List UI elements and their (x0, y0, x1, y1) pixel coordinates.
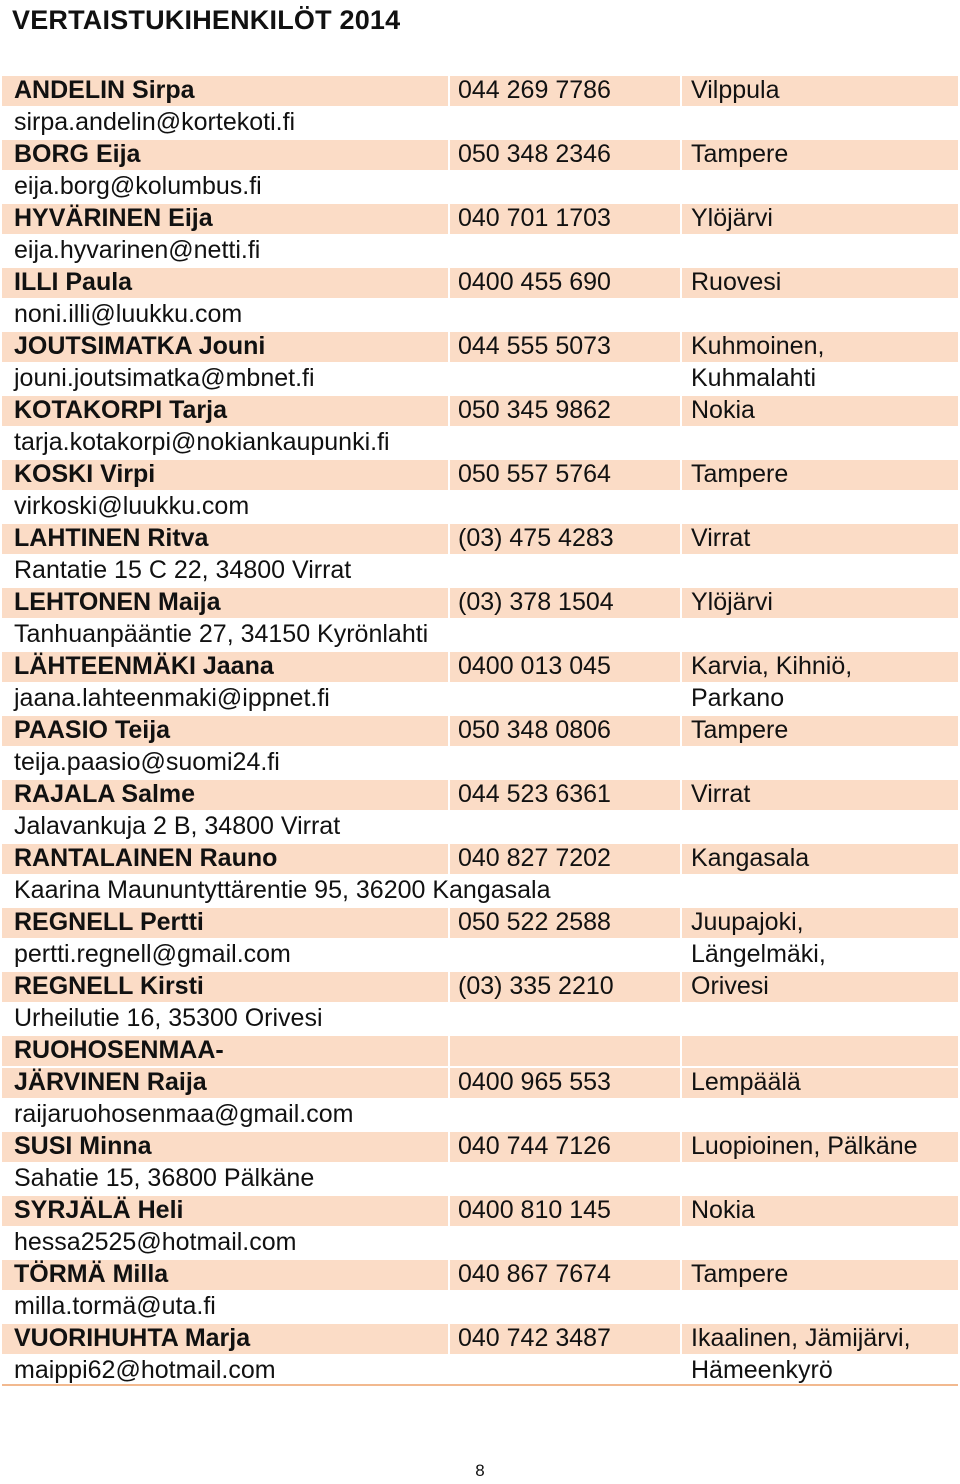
phone-number: 044 269 7786 (458, 76, 611, 104)
person-row (2, 1130, 958, 1162)
detail-row (2, 362, 958, 394)
column-divider (448, 140, 450, 170)
contact-detail: Jalavankuja 2 B, 34800 Virrat (14, 812, 341, 840)
column-divider (680, 1068, 682, 1098)
column-divider (680, 460, 682, 490)
contact-detail: maippi62@hotmail.com (14, 1356, 276, 1384)
phone-number: 050 522 2588 (458, 908, 611, 936)
column-divider (680, 1132, 682, 1162)
contact-detail: Kaarina Maununtyttärentie 95, 36200 Kangasala (14, 876, 551, 904)
contact-detail: Urheilutie 16, 35300 Orivesi (14, 1004, 323, 1032)
contact-detail: virkoski@luukku.com (14, 492, 250, 520)
contact-detail: raijaruohosenmaa@gmail.com (14, 1100, 354, 1128)
phone-number: 0400 455 690 (458, 268, 611, 296)
contact-detail: jaana.lahteenmaki@ippnet.fi (14, 684, 330, 712)
person-row (2, 842, 958, 874)
column-divider (680, 1324, 682, 1354)
phone-number: 040 827 7202 (458, 844, 611, 872)
column-divider (680, 588, 682, 618)
detail-row (2, 1290, 958, 1322)
column-divider (680, 332, 682, 362)
column-divider (448, 332, 450, 362)
column-divider (680, 844, 682, 874)
person-name: PAASIO Teija (14, 716, 171, 744)
location: Karvia, Kihniö, (691, 652, 853, 680)
phone-number: (03) 335 2210 (458, 972, 614, 1000)
detail-row (2, 1354, 958, 1386)
location: Juupajoki, (691, 908, 804, 936)
person-name: TÖRMÄ Milla (14, 1260, 169, 1288)
person-name: RANTALAINEN Rauno (14, 844, 278, 872)
person-row (2, 1066, 958, 1098)
column-divider (448, 1068, 450, 1098)
page-number: 8 (475, 1461, 485, 1480)
location: Nokia (691, 1196, 755, 1224)
contact-detail: noni.illi@luukku.com (14, 300, 243, 328)
person-name: VUORIHUHTA Marja (14, 1324, 251, 1352)
contact-detail: milla.tormä@uta.fi (14, 1292, 216, 1320)
phone-number: 040 701 1703 (458, 204, 611, 232)
location: Tampere (691, 716, 789, 744)
person-name: LAHTINEN Ritva (14, 524, 209, 552)
person-row (2, 906, 958, 938)
phone-number: 0400 965 553 (458, 1068, 611, 1096)
column-divider (680, 716, 682, 746)
person-name: LEHTONEN Maija (14, 588, 221, 616)
phone-number: 050 348 0806 (458, 716, 611, 744)
person-row (2, 714, 958, 746)
person-name: REGNELL Pertti (14, 908, 204, 936)
column-divider (680, 1196, 682, 1226)
location: Tampere (691, 140, 789, 168)
column-divider (680, 1036, 682, 1066)
location: Vilppula (691, 76, 780, 104)
column-divider (680, 972, 682, 1002)
person-row (2, 586, 958, 618)
column-divider (448, 908, 450, 938)
column-divider (448, 972, 450, 1002)
location: Kuhmoinen, (691, 332, 825, 360)
detail-row (2, 746, 958, 778)
table-bottom-rule (2, 1384, 958, 1386)
column-divider (448, 1260, 450, 1290)
column-divider (680, 268, 682, 298)
column-divider (448, 844, 450, 874)
column-divider (448, 76, 450, 106)
column-divider (680, 524, 682, 554)
location: Tampere (691, 460, 789, 488)
detail-row (2, 938, 958, 970)
column-divider (448, 652, 450, 682)
person-name: SUSI Minna (14, 1132, 152, 1160)
phone-number: (03) 378 1504 (458, 588, 614, 616)
location: Hämeenkyrö (691, 1356, 833, 1384)
column-divider (680, 780, 682, 810)
detail-row (2, 1162, 958, 1194)
phone-number: 040 742 3487 (458, 1324, 611, 1352)
detail-row (2, 234, 958, 266)
person-name: REGNELL Kirsti (14, 972, 204, 1000)
detail-row (2, 426, 958, 458)
location: Nokia (691, 396, 755, 424)
person-row (2, 1194, 958, 1226)
contact-detail: jouni.joutsimatka@mbnet.fi (14, 364, 315, 392)
location: Längelmäki, (691, 940, 826, 968)
phone-number: 040 744 7126 (458, 1132, 611, 1160)
column-divider (448, 204, 450, 234)
detail-row (2, 554, 958, 586)
location: Ylöjärvi (691, 204, 773, 232)
person-name: ILLI Paula (14, 268, 133, 296)
person-name: KOTAKORPI Tarja (14, 396, 227, 424)
location: Ylöjärvi (691, 588, 773, 616)
person-row (2, 202, 958, 234)
person-row (2, 1258, 958, 1290)
location: Virrat (691, 524, 751, 552)
person-name: BORG Eija (14, 140, 141, 168)
contact-detail: eija.hyvarinen@netti.fi (14, 236, 261, 264)
phone-number: 050 557 5764 (458, 460, 611, 488)
contact-detail: Tanhuanpääntie 27, 34150 Kyrönlahti (14, 620, 429, 648)
phone-number: 050 345 9862 (458, 396, 611, 424)
location: Tampere (691, 1260, 789, 1288)
detail-row (2, 1002, 958, 1034)
person-name: JOUTSIMATKA Jouni (14, 332, 266, 360)
contact-detail: teija.paasio@suomi24.fi (14, 748, 280, 776)
phone-number: 044 523 6361 (458, 780, 611, 808)
phone-number: 0400 810 145 (458, 1196, 611, 1224)
person-row (2, 458, 958, 490)
location: Virrat (691, 780, 751, 808)
location: Ruovesi (691, 268, 782, 296)
detail-row (2, 106, 958, 138)
phone-number: 040 867 7674 (458, 1260, 611, 1288)
person-row (2, 1322, 958, 1354)
person-name: HYVÄRINEN Eija (14, 204, 213, 232)
contact-detail: tarja.kotakorpi@nokiankaupunki.fi (14, 428, 390, 456)
column-divider (448, 716, 450, 746)
person-row (2, 266, 958, 298)
location: Kuhmalahti (691, 364, 817, 392)
location: Orivesi (691, 972, 769, 1000)
location: Parkano (691, 684, 785, 712)
detail-row (2, 618, 958, 650)
contact-detail: eija.borg@kolumbus.fi (14, 172, 262, 200)
person-name: RAJALA Salme (14, 780, 196, 808)
person-row (2, 138, 958, 170)
column-divider (448, 396, 450, 426)
column-divider (448, 588, 450, 618)
page-title: VERTAISTUKIHENKILÖT 2014 (12, 5, 401, 35)
detail-row (2, 490, 958, 522)
column-divider (680, 140, 682, 170)
person-row (2, 650, 958, 682)
location: Kangasala (691, 844, 810, 872)
contact-detail: pertti.regnell@gmail.com (14, 940, 291, 968)
person-name: RUOHOSENMAA- (14, 1036, 224, 1064)
column-divider (680, 652, 682, 682)
contact-detail: Rantatie 15 C 22, 34800 Virrat (14, 556, 352, 584)
person-row (2, 330, 958, 362)
person-row (2, 74, 958, 106)
column-divider (448, 1196, 450, 1226)
location: Lempäälä (691, 1068, 801, 1096)
location: Ikaalinen, Jämijärvi, (691, 1324, 911, 1352)
detail-row (2, 1226, 958, 1258)
column-divider (680, 908, 682, 938)
detail-row (2, 298, 958, 330)
person-row (2, 1034, 958, 1066)
person-row (2, 778, 958, 810)
column-divider (680, 1260, 682, 1290)
detail-row (2, 170, 958, 202)
column-divider (448, 268, 450, 298)
column-divider (448, 1132, 450, 1162)
column-divider (448, 524, 450, 554)
person-name: ANDELIN Sirpa (14, 76, 195, 104)
person-name: SYRJÄLÄ Heli (14, 1196, 184, 1224)
person-name: JÄRVINEN Raija (14, 1068, 207, 1096)
contact-detail: sirpa.andelin@kortekoti.fi (14, 108, 296, 136)
person-name: KOSKI Virpi (14, 460, 156, 488)
detail-row (2, 682, 958, 714)
column-divider (448, 780, 450, 810)
phone-number: 050 348 2346 (458, 140, 611, 168)
column-divider (680, 76, 682, 106)
phone-number: 0400 013 045 (458, 652, 611, 680)
detail-row (2, 810, 958, 842)
contact-table (2, 74, 958, 1386)
person-row (2, 522, 958, 554)
phone-number: 044 555 5073 (458, 332, 611, 360)
detail-row (2, 874, 958, 906)
person-row (2, 970, 958, 1002)
person-row (2, 394, 958, 426)
phone-number: (03) 475 4283 (458, 524, 614, 552)
column-divider (448, 1324, 450, 1354)
column-divider (448, 1036, 450, 1066)
contact-detail: Sahatie 15, 36800 Pälkäne (14, 1164, 315, 1192)
person-name: LÄHTEENMÄKI Jaana (14, 652, 274, 680)
contact-detail: hessa2525@hotmail.com (14, 1228, 297, 1256)
column-divider (448, 460, 450, 490)
column-divider (680, 204, 682, 234)
column-divider (680, 396, 682, 426)
detail-row (2, 1098, 958, 1130)
location: Luopioinen, Pälkäne (691, 1132, 918, 1160)
